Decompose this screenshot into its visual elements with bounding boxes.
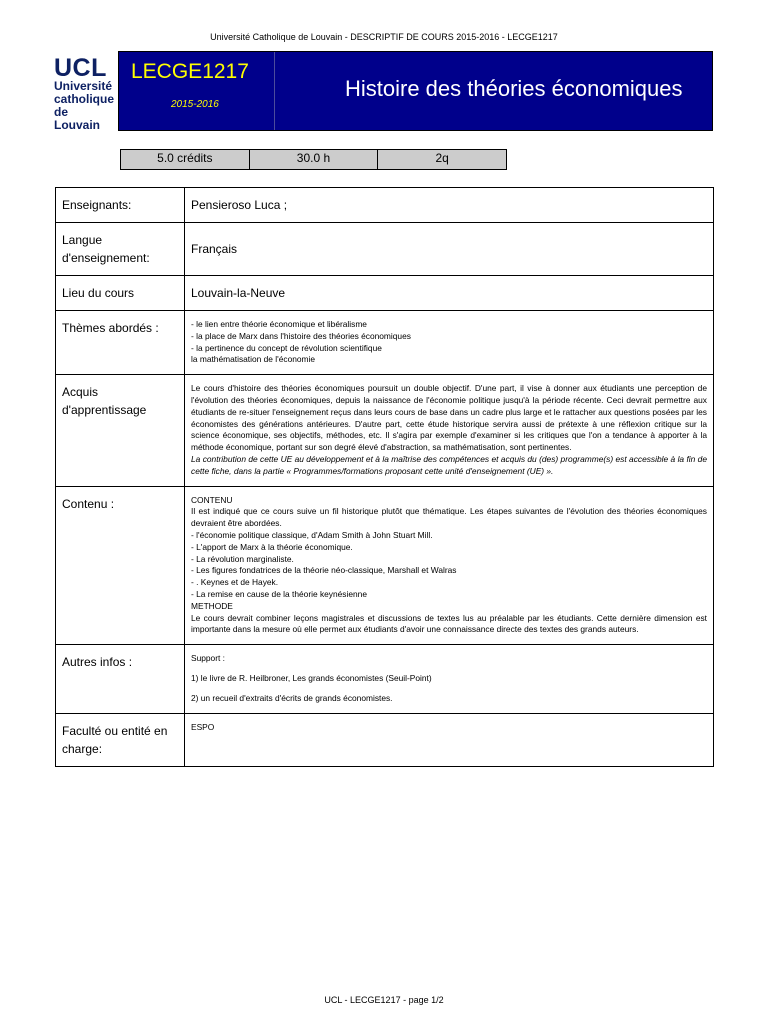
page-header: Université Catholique de Louvain - DESCRIPTIF DE COURS 2015-2016 - LECGE1217: [210, 32, 558, 42]
list-item: - le lien entre théorie économique et libéralisme: [191, 319, 367, 329]
table-row-location: [56, 276, 714, 311]
method-text: Le cours devrait combiner leçons magistrales et discussions de textes lus au préalable par les étudiants. Cette dernière dimension est importante dans la mesure où elle permet aux étudiants d'avoir une connaissance directe des textes des grands auteurs.: [191, 612, 707, 635]
list-item: - La révolution marginaliste.: [191, 553, 294, 564]
banner-divider: [274, 52, 275, 130]
logo-line-3: de Louvain: [54, 105, 101, 132]
hours-cell: 30.0 h: [249, 150, 378, 170]
list-item: - Les figures fondatrices de la théorie néo-classique, Marshall et Walras: [191, 565, 457, 576]
course-banner: [118, 51, 713, 131]
list-item: - l'économie politique classique, d'Adam Smith à John Stuart Mill.: [191, 529, 433, 540]
course-title: Histoire des théories économiques: [345, 76, 683, 101]
content-intro: Il est indiqué que ce cours suive un fil historique plutôt que thématique. Les étapes suivantes de l'évolution des théories économiques devraient être abordées.: [191, 506, 707, 529]
support-item-1: 1) le livre de R. Heilbroner, Les grands économistes (Seuil-Point): [191, 672, 432, 683]
logo-abbreviation: UCL: [54, 54, 107, 82]
themes-value: [185, 311, 714, 375]
ucl-logo: [54, 56, 114, 132]
logo-line-1: Université: [54, 79, 113, 93]
learning-paragraph: Le cours d'histoire des théories économiques poursuit un double objectif. D'une part, il vise à donner aux étudiants une perception de l'évolution des théories économiques, depuis la naissance de l'économie politique jusqu'à la période récente. Ceci devrait permettre aux étudiants de re-situer l'enseignement reçus dans leurs cours de base dans un cadre plus large et le rattacher aux questions posées par les économistes des générations antérieures. D'autre part, cette étude historique servira aussi de prétexte à une réflexion critique sur la science économique, ses objectifs, méthodes, etc. Il s'agira par exemple d'examiner si les critiques que l'on a tendance à apporter à la méthode économique, portant sur son degré élevé d'abstraction, sa mathématisation, sont pertinentes.: [191, 383, 707, 453]
faculty-label: Faculté ou entité en charge:: [56, 713, 185, 766]
list-item: - . Keynes et de Hayek.: [191, 577, 279, 588]
location-label: Lieu du cours: [56, 276, 185, 311]
table-row-faculty: [56, 713, 714, 766]
quadrimester-cell: 2q: [378, 150, 507, 170]
themes-label: Thèmes abordés :: [56, 311, 185, 375]
logo-line-2: catholique: [54, 92, 115, 106]
support-label: Support :: [191, 653, 225, 664]
list-item: - La remise en cause de la théorie keynésienne: [191, 588, 367, 599]
credits-table: [120, 149, 507, 170]
table-row-language: [56, 223, 714, 276]
teachers-value: Pensieroso Luca ;: [185, 188, 714, 223]
page-footer: UCL - LECGE1217 - page 1/2: [324, 995, 444, 1005]
content-heading: CONTENU: [191, 494, 233, 505]
other-label: Autres infos :: [56, 645, 185, 713]
list-item: la mathématisation de l'économie: [191, 354, 316, 365]
list-item: - la pertinence du concept de révolution scientifique: [191, 342, 382, 353]
method-heading: METHODE: [191, 600, 233, 611]
course-year: 2015-2016: [171, 99, 219, 110]
language-value: Français: [185, 223, 714, 276]
table-row-content: [56, 486, 714, 645]
course-info-table: [55, 187, 714, 767]
credits-cell: 5.0 crédits: [121, 150, 250, 170]
language-label: Langue d'enseignement:: [56, 223, 185, 276]
faculty-value: ESPO: [185, 713, 714, 766]
learning-programme-note: La contribution de cette UE au développement et à la maîtrise des compétences et acquis du (des) programme(s) est accessible à la fin de cette fiche, dans la partie « Programmes/formations proposant cette unité d'enseignement (UE) ».: [191, 453, 707, 476]
table-row-other: [56, 645, 714, 713]
table-row-themes: [56, 311, 714, 375]
list-item: - L'apport de Marx à la théorie économique.: [191, 541, 353, 552]
support-item-2: 2) un recueil d'extraits d'écrits de grands économistes.: [191, 692, 393, 703]
other-value: [185, 645, 714, 713]
course-code: LECGE1217: [131, 60, 249, 83]
list-item: - la place de Marx dans l'histoire des théories économiques: [191, 330, 411, 341]
table-row-learning: [56, 375, 714, 486]
learning-value: [185, 375, 714, 486]
content-value: [185, 486, 714, 645]
table-row-teachers: [56, 188, 714, 223]
location-value: Louvain-la-Neuve: [185, 276, 714, 311]
learning-label: Acquis d'apprentissage: [56, 375, 185, 486]
teachers-label: Enseignants:: [56, 188, 185, 223]
content-label: Contenu :: [56, 486, 185, 645]
